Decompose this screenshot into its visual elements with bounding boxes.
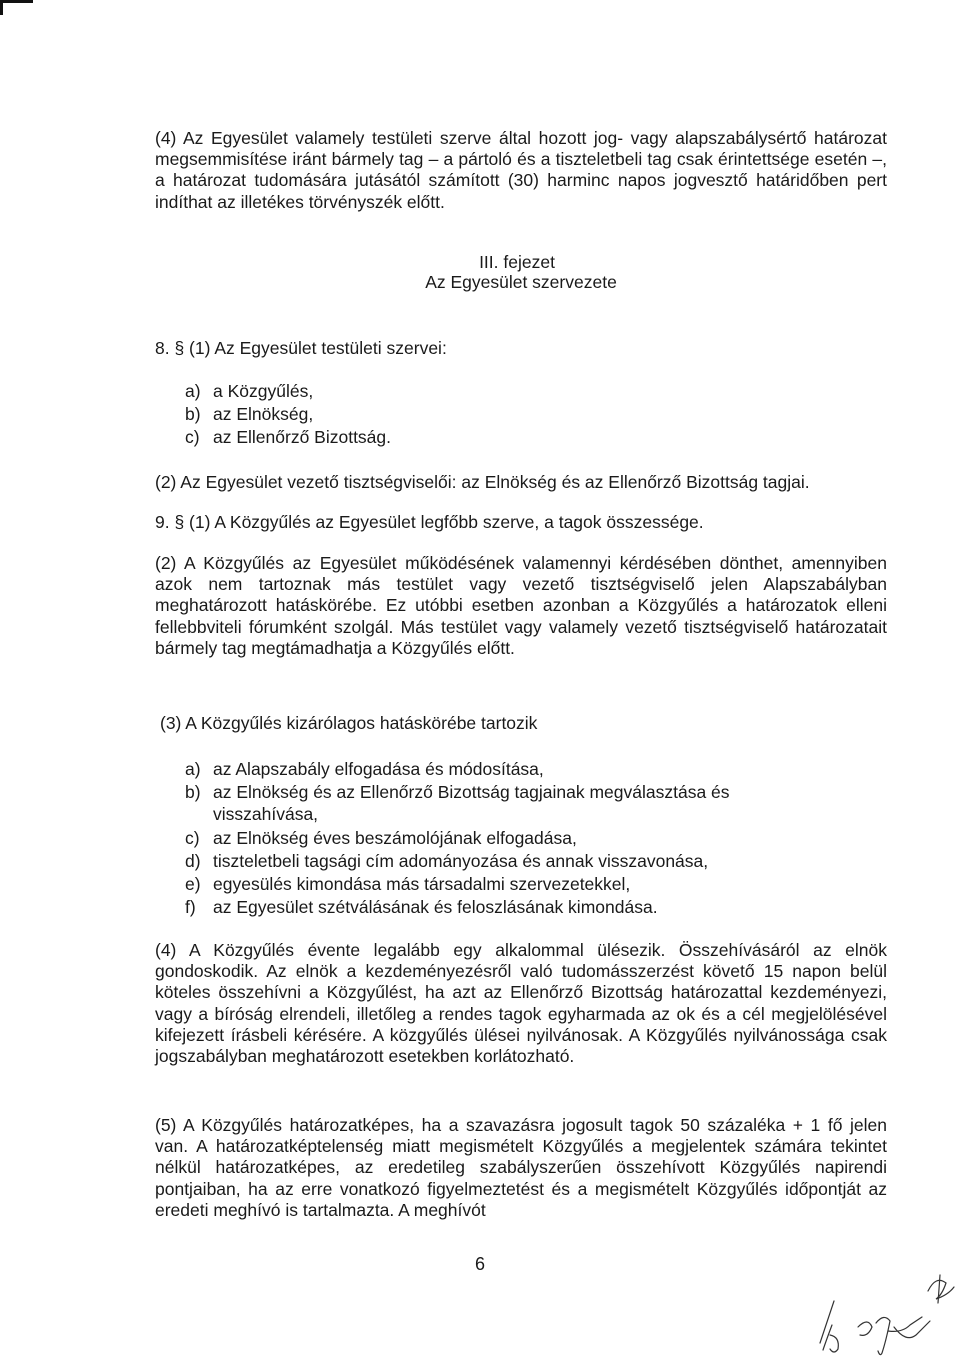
list-label: c) bbox=[185, 427, 200, 447]
list-item bbox=[185, 426, 391, 449]
section-9-1: 9. § (1) A Közgyűlés az Egyesület legfőbb szerve, a tagok összessége. bbox=[155, 512, 704, 532]
list-text: az Elnökség és az Ellenőrző Bizottság tagjainak megválasztása és bbox=[213, 782, 730, 802]
list-text: a Közgyűlés, bbox=[213, 381, 314, 401]
list-item bbox=[185, 873, 630, 896]
section-9-5: (5) A Közgyűlés határozatképes, ha a szavazásra jogosult tagok 50 százaléka + 1 fő jelen van. A határozatképtelenség miatt megismételt Közgyűlés a megjelentek számára tekintet nélkül határozatképes, az eredetileg szabályszerűen összehívott Közgyűlés napirendi pontjaiban, ha az erre vonatkozó figyelmeztetést és a megismételt Közgyűlés időpontját az eredeti meghívó is tartalmazta. A meghívót bbox=[155, 1115, 887, 1220]
list-label: a) bbox=[185, 759, 201, 779]
page-number: 6 bbox=[474, 1254, 485, 1274]
list-label: d) bbox=[185, 851, 201, 871]
list-text: az Ellenőrző Bizottság. bbox=[213, 427, 392, 447]
list-item bbox=[185, 403, 313, 426]
list-text: az Elnökség éves beszámolójának elfogadása, bbox=[213, 828, 577, 848]
section-9-2: (2) A Közgyűlés az Egyesület működésének valamennyi kérdésében dönthet, amennyiben azok nem tartoznak más testület vagy vezető tisztségviselő jelen Alapszabályban meghatározott hatáskörébe. Ez utóbbi esetben azonban a Közgyűlés a határozatok elleni fellebbviteli fórumként szolgál. Más testület vagy valamely vezető tisztségviselő határozatait bármely tag megtámadhatja a Közgyűlés előtt. bbox=[155, 553, 887, 658]
list-label: b) bbox=[185, 404, 201, 424]
chapter-title: Az Egyesület szervezete bbox=[425, 272, 617, 292]
list-item bbox=[185, 380, 313, 403]
list-text: az Egyesület szétválásának és feloszlásának kimondása. bbox=[213, 897, 658, 917]
list-text: egyesülés kimondása más társadalmi szervezetekkel, bbox=[213, 874, 631, 894]
chapter-number: III. fejezet bbox=[479, 252, 555, 272]
list-item bbox=[185, 850, 708, 873]
list-item bbox=[185, 896, 658, 919]
section-9-3: (3) A Közgyűlés kizárólagos hatáskörébe tartozik bbox=[160, 713, 538, 733]
list-text: tiszteletbeli tagsági cím adományozása és annak visszavonása, bbox=[213, 851, 709, 871]
list-text: az Elnökség, bbox=[213, 404, 314, 424]
list-item bbox=[185, 758, 544, 781]
section-9-4: (4) A Közgyűlés évente legalább egy alkalommal ülésezik. Összehívásáról az elnök gondoskodik. Az elnök a kezdeményezésről való tudomásszerzést követő 15 napon belül köteles összehívni a Közgyűlést, ha azt az Ellenőrző Bizottság határozattal kezdeményezi, vagy a bíróság elrendeli, illetőleg a rendes tagok egyharmada az ok és a cél megjelölésével kifejezett írásbeli kérésére. A közgyűlés ülései nyilvánosak. A Közgyűlés nyilvánossága csak jogszabályban meghatározott esetekben korlátozható. bbox=[155, 940, 887, 1067]
list-item bbox=[185, 781, 730, 804]
list-label: e) bbox=[185, 874, 201, 894]
list-label: b) bbox=[185, 782, 201, 802]
list-label: f) bbox=[185, 897, 196, 917]
list-text-continuation: visszahívása, bbox=[213, 804, 319, 824]
handwritten-signature-icon bbox=[810, 1265, 960, 1358]
list-label: c) bbox=[185, 828, 200, 848]
scan-corner-mark bbox=[0, 0, 33, 15]
section-8-1: 8. § (1) Az Egyesület testületi szervei: bbox=[155, 338, 447, 358]
section-8-2: (2) Az Egyesület vezető tisztségviselői: az Elnökség és az Ellenőrző Bizottság tagjai. bbox=[155, 472, 810, 492]
list-label: a) bbox=[185, 381, 201, 401]
paragraph-7-4: (4) Az Egyesület valamely testületi szerve által hozott jog- vagy alapszabálysértő határozat megsemmisítése iránt bármely tag – a pártoló és a tiszteletbeli tag csak érintettsége esetén –, a határozat tudomására jutásától számított (30) harminc napos jogvesztő határidőben pert indíthat az illetékes törvényszék előtt. bbox=[155, 128, 887, 212]
list-item bbox=[185, 827, 577, 850]
list-text: az Alapszabály elfogadása és módosítása, bbox=[213, 759, 544, 779]
